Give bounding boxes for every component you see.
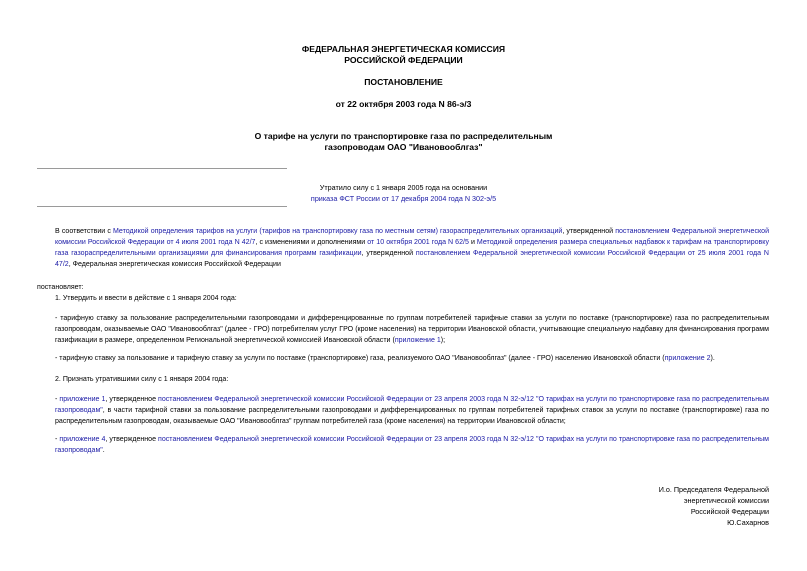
item-2b-text-1: , утвержденное — [105, 436, 159, 443]
item-2b-paragraph — [55, 434, 769, 456]
separator-top — [37, 168, 287, 169]
link-methodology-tariffs[interactable]: Методикой определения тарифов на услуги (тарифов на транспортировку газа по местным сетям) газораспределительных организаций — [112, 228, 563, 235]
link-fek-resolution-42-7[interactable]: постановлением Федеральной энергетической комиссии Российской Федерации от 4 июля 2001 года N 42/7 — [55, 228, 770, 246]
item-2a-text-2: , в части тарифной ставки за пользование распределительными газопроводами и дифференцированных по группам потребителей тарифных ставок за услуги по поставке (транспортировке) газа по распределительным газопроводам, оказываемые ОАО "Ивановооблгаз" группам потребителей газа (кроме населения) на территории Ивановской области; — [55, 407, 769, 425]
link-repealed-appendix-1[interactable]: приложение 1 — [59, 396, 106, 403]
signature-title-line3: Российской Федерации — [690, 507, 769, 516]
link-methodology-surcharges[interactable]: Методикой определения размера специальных надбавок к тарифам на транспортировку газа газораспределительными организациями для финансирования программ газификации — [55, 239, 769, 257]
item-2a-text-1: , утвержденное — [105, 396, 159, 403]
item-1a-tail: ); — [440, 337, 446, 344]
link-fek-resolution-32-12-b[interactable]: постановлением Федеральной энергетической комиссии Российской Федерации от 23 апреля 2003 года N 32-э/12 "О тарифах на услуги по транспортировке газа по распределительным газопроводам" — [55, 436, 769, 454]
item-1-heading: 1. Утвердить и ввести в действие с 1 января 2004 года: — [55, 295, 237, 302]
link-fek-resolution-32-12[interactable]: постановлением Федеральной энергетической комиссии Российской Федерации от 23 апреля 2003 года N 32-э/12 "О тарифах на услуги по транспортировке газа по распределительным газопроводам" — [55, 396, 769, 414]
status-note-line2 — [200, 193, 607, 204]
signatory-name: Ю.Сахарнов — [727, 518, 769, 527]
status-note-link[interactable]: приказа ФСТ России от 17 декабря 2004 года N 302-э/5 — [310, 194, 497, 203]
item-1b-paragraph — [55, 353, 769, 364]
item-1a-paragraph — [55, 313, 769, 346]
item-1a-text: - тарифную ставку за пользование распределительными газопроводами и дифференцированные по группам потребителей тарифные ставки за услуги по поставке (транспортировке) газа по распределительным газопроводам, оказываемые ОАО "Ивановооблгаз" (далее - ГРО) потребителям услуг ГРО (кроме населения) на территории Ивановской области, учитывающие специальную надбавку для финансирования программ газификации в размере, определенном Региональной энергетической комиссией Ивановской области ( — [55, 315, 769, 344]
link-appendix-2[interactable]: приложение 2 — [664, 355, 711, 362]
resolves-label: постановляет: — [37, 284, 84, 291]
intro-text-5: , утвержденной — [361, 250, 416, 257]
intro-text-3: , с изменениями и дополнениями — [255, 239, 368, 246]
org-name-line1: ФЕДЕРАЛЬНАЯ ЭНЕРГЕТИЧЕСКАЯ КОМИССИЯ — [301, 44, 506, 54]
intro-paragraph — [55, 226, 769, 270]
document-date: от 22 октября 2003 года N 86-э/3 — [335, 99, 472, 109]
document-type: ПОСТАНОВЛЕНИЕ — [364, 77, 443, 87]
link-amendment-62-5[interactable]: от 10 октября 2001 года N 62/5 — [367, 239, 469, 246]
intro-text-6: , Федеральная энергетическая комиссия Российской Федерации — [68, 261, 281, 268]
document-title-line2: газопроводам ОАО "Ивановооблгаз" — [324, 142, 483, 152]
item-1b-text: - тарифную ставку за пользование и тарифную ставку за услуги по поставке (транспортировке) газа, реализуемого ОАО "Ивановооблгаз" (далее - ГРО) населению Ивановской области ( — [55, 355, 665, 362]
item-2a-dash: - — [55, 396, 60, 403]
item-2-heading: 2. Признать утратившими силу с 1 января 2004 года: — [55, 376, 229, 383]
separator-bottom — [37, 206, 287, 207]
intro-text-4: и — [468, 239, 477, 246]
link-fek-resolution-47-2[interactable]: постановлением Федеральной энергетической комиссии Российской Федерации от 25 июля 2001 года N 47/2 — [55, 250, 769, 268]
item-2a-paragraph — [55, 394, 769, 427]
signature-title-line1: И.о. Председателя Федеральной — [658, 485, 769, 494]
link-appendix-1[interactable]: приложение 1 — [394, 337, 441, 344]
item-2b-text-2: . — [102, 447, 105, 454]
item-1b-tail: ). — [710, 355, 715, 362]
intro-text-1: В соответствии с — [55, 228, 113, 235]
signature-title-line2: энергетической комиссии — [683, 496, 769, 505]
intro-text-2: , утвержденной — [562, 228, 616, 235]
link-repealed-appendix-4[interactable]: приложение 4 — [59, 436, 106, 443]
status-note-text: Утратило силу с 1 января 2005 года на основании — [319, 183, 488, 192]
item-2b-dash: - — [55, 436, 60, 443]
document-title-line1: О тарифе на услуги по транспортировке газа по распределительным — [254, 131, 553, 141]
org-name-line2: РОССИЙСКОЙ ФЕДЕРАЦИИ — [344, 55, 463, 65]
